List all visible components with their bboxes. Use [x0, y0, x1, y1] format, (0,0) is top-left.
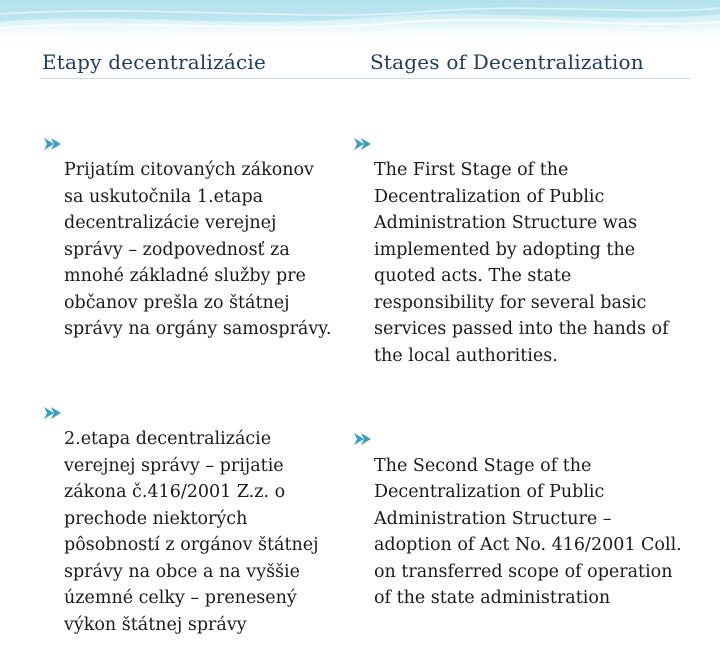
arrow-bullet-icon [352, 108, 372, 126]
right-bullet-2 [352, 400, 702, 639]
right-bullet-1 [352, 104, 702, 396]
arrow-bullet-icon [352, 404, 372, 422]
right-bullet-1-text: The First Stage of the Decentralization of Public Administration Structure was implemented by adopting the quoted acts. The state responsibility for several basic services passed into the hands of the local authorities. [374, 160, 669, 366]
header-title-english: Stages of Decentralization [370, 50, 644, 74]
wave-decoration [0, 0, 720, 36]
left-bullet-1 [42, 104, 360, 369]
header-divider [40, 78, 690, 79]
left-bullet-2 [42, 373, 360, 665]
left-column [42, 104, 360, 669]
arrow-bullet-icon [42, 377, 62, 395]
header-title-slovak: Etapy decentralizácie [42, 50, 266, 74]
right-bullet-2-text: The Second Stage of the Decentralization of Public Administration Structure – adoption of Act No. 416/2001 Coll. on transferred scope of operation of the state administration [374, 455, 682, 608]
left-bullet-2-text: 2.etapa decentralizácie verejnej správy – prijatie zákona č.416/2001 Z.z. o prechode niektorých pôsobností z orgánov štátnej správy na obce a na vyššie územné celky – prenesený výkon štátnej správy [64, 429, 319, 635]
arrow-bullet-icon [42, 108, 62, 126]
right-column [352, 104, 702, 642]
left-bullet-1-text: Prijatím citovaných zákonov sa uskutočnila 1.etapa decentralizácie verejnej správy – zodpovednosť za mnohé základné služby pre občanov prešla zo štátnej správy na orgány samosprávy. [64, 160, 332, 339]
decorative-top-band [0, 0, 720, 36]
